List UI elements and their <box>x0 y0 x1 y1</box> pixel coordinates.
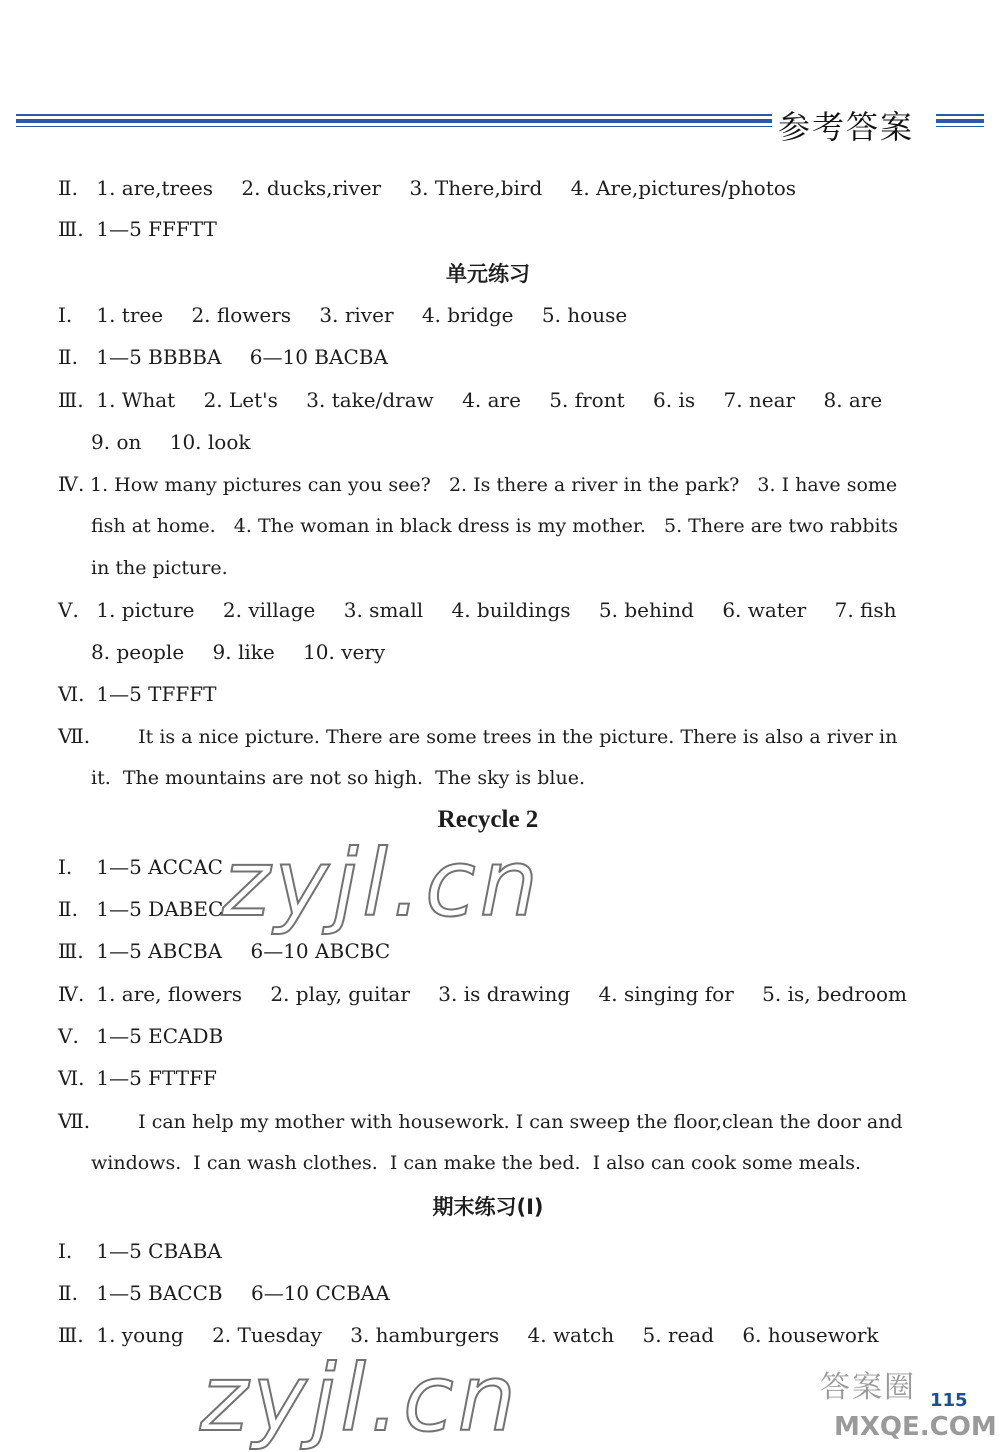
page-header <box>0 100 1000 150</box>
header-rule-left <box>16 114 772 130</box>
answer-line: Ⅲ. 1. young 2. Tuesday 3. hamburgers 4. watch 5. read 6. housework <box>58 1323 879 1347</box>
header-title: 参考答案 <box>778 108 915 146</box>
answer-line: Ⅰ. 1—5 ACCAC <box>58 855 223 879</box>
answer-line: Ⅲ. 1—5 FFFTT <box>58 217 217 241</box>
answer-line: Ⅶ. I can help my mother with housework. I can sweep the floor,clean the door and <box>58 1109 903 1133</box>
answer-line-continued: windows. I can wash clothes. I can make the bed. I also can cook some meals. <box>91 1152 862 1174</box>
watermark: zyjl.cn <box>200 1345 520 1452</box>
answer-line-continued: in the picture. <box>91 557 228 579</box>
answer-line: Ⅱ. 1—5 BBBBA 6—10 BACBA <box>58 345 388 369</box>
answer-line-continued: 9. on 10. look <box>91 430 251 454</box>
answer-line: Ⅵ. 1—5 TFFFT <box>58 682 217 706</box>
answer-line: Ⅱ. 1. are,trees 2. ducks,river 3. There,bird 4. Are,pictures/photos <box>58 176 797 200</box>
watermark: zyjl.cn <box>222 830 542 937</box>
section-title: Recycle 2 <box>437 806 539 833</box>
answer-line-continued: it. The mountains are not so high. The sky is blue. <box>91 767 585 789</box>
answer-line: Ⅱ. 1—5 BACCB 6—10 CCBAA <box>58 1281 390 1305</box>
answer-line: Ⅲ. 1—5 ABCBA 6—10 ABCBC <box>58 939 391 963</box>
answer-line: Ⅳ. 1. are, flowers 2. play, guitar 3. is drawing 4. singing for 5. is, bedroom <box>58 982 908 1006</box>
answer-line-continued: 8. people 9. like 10. very <box>91 640 386 664</box>
answer-line: Ⅴ. 1. picture 2. village 3. small 4. buildings 5. behind 6. water 7. fish <box>58 598 897 622</box>
answer-line: Ⅳ. 1. How many pictures can you see? 2. Is there a river in the park? 3. I have some <box>58 472 898 496</box>
answer-line: Ⅶ. It is a nice picture. There are some trees in the picture. There is also a river in <box>58 724 898 748</box>
corner-logo: 答案圈 <box>820 1370 916 1405</box>
page-number: 115 <box>930 1390 968 1411</box>
answer-line-continued: fish at home. 4. The woman in black dress is my mother. 5. There are two rabbits <box>91 515 898 537</box>
section-title: 期末练习(Ⅰ) <box>432 1195 544 1219</box>
corner-url: MXQE.COM <box>834 1412 997 1442</box>
answer-line: Ⅲ. 1. What 2. Let's 3. take/draw 4. are 5. front 6. is 7. near 8. are <box>58 388 883 412</box>
section-title: 单元练习 <box>446 262 530 286</box>
answer-line: Ⅰ. 1—5 CBABA <box>58 1239 222 1263</box>
header-rule-right <box>936 114 984 130</box>
answer-line: Ⅵ. 1—5 FTTFF <box>58 1066 217 1090</box>
answer-line: Ⅴ. 1—5 ECADB <box>58 1024 224 1048</box>
answer-line: Ⅱ. 1—5 DABEC <box>58 897 224 921</box>
answer-line: Ⅰ. 1. tree 2. flowers 3. river 4. bridge 5. house <box>58 303 628 327</box>
